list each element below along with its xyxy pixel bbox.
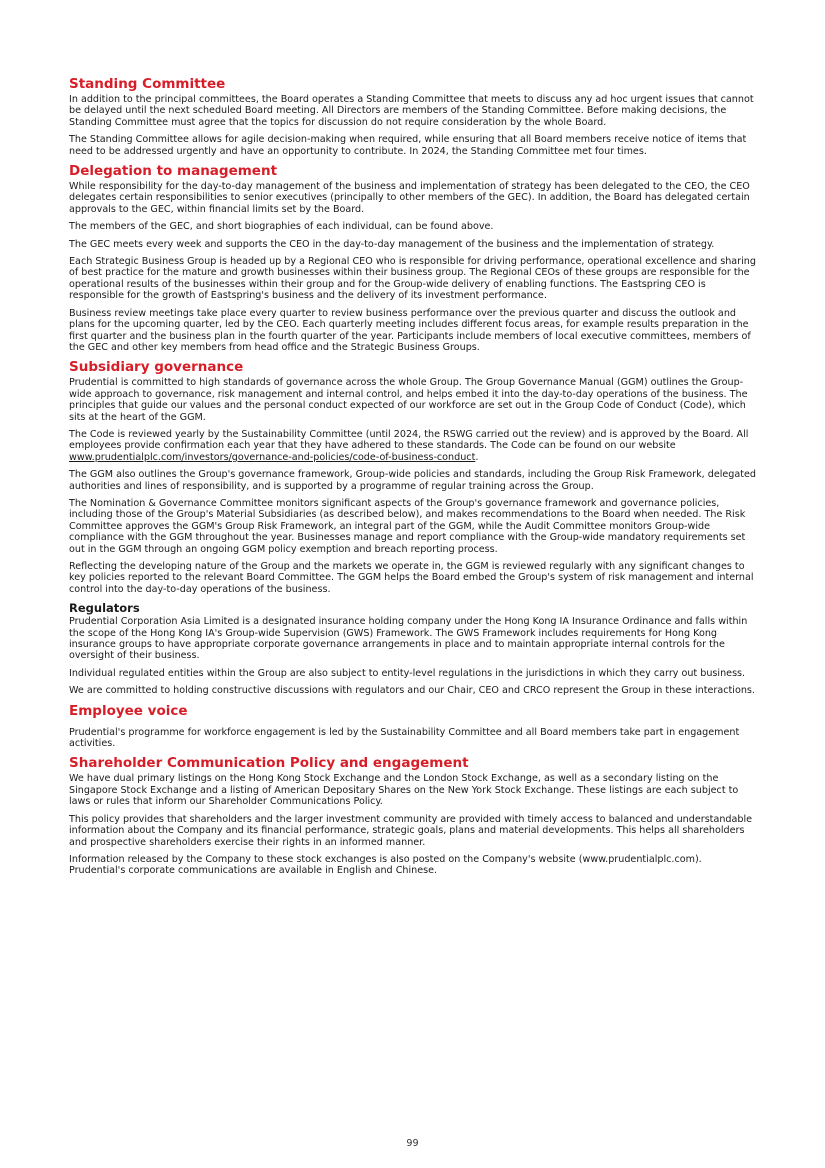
page-number: 99	[406, 1138, 419, 1149]
section-regulators	[69, 601, 757, 696]
paragraph: Each Strategic Business Group is headed up by a Regional CEO who is responsible for driving performance, operational excellence and sharing of best practice for the mature and growth businesses within their business group. The Regional CEOs of these groups are responsible for the operational results of the businesses within their group and for the Group-wide delivery of enabling functions. The Eastspring CEO is responsible for the growth of Eastspring's business and the delivery of its investment performance.	[69, 256, 756, 302]
paragraph-text: The Code is reviewed yearly by the Sustainability Committee (until 2024, the RSWG carried out the review) and is approved by the Board. All employees provide confirmation each year that they have adhered to these standards. The Code can be found on our website	[69, 428, 749, 452]
paragraph: The Standing Committee allows for agile decision-making when required, while ensuring that all Board members receive notice of items that need to be addressed urgently and have an opportunity to contribute. In 2024, the Standing Committee met four times.	[69, 134, 747, 157]
paragraph: Reflecting the developing nature of the Group and the markets we operate in, the GGM is reviewed regularly with any significant changes to key policies reported to the relevant Board Committee. The GGM helps the Board embed the Group's system of risk management and internal control into the day-to-day operations of the business.	[69, 561, 754, 595]
heading-subsidiary-governance: Subsidiary governance	[69, 359, 244, 376]
heading-standing-committee: Standing Committee	[69, 76, 226, 92]
heading-delegation-to-management: Delegation to management	[69, 163, 278, 180]
heading-shareholder-communication: Shareholder Communication Policy and engagement	[69, 755, 469, 772]
paragraph: Prudential's programme for workforce engagement is led by the Sustainability Committee and all Board members take part in engagement activities.	[69, 726, 740, 750]
paragraph-code-of-conduct	[69, 429, 757, 463]
paragraph: Prudential is committed to high standards of governance across the whole Group. The Group Governance Manual (GGM) outlines the Group-wide approach to governance, risk management and internal control, and helps embed it into the day-to-day operations of the business. The principles that guide our values and the personal conduct expected of our workforce are set out in the Group Code of Conduct (Code), which sits at the heart of the GGM.	[69, 377, 748, 423]
paragraph: While responsibility for the day-to-day management of the business and implementation of strategy has been delegated to the CEO, the CEO delegates certain responsibilities to senior executives (principally to other members of the GEC). In addition, the Board has delegated certain approvals to the GEC, within financial limits set by the Board.	[69, 181, 750, 215]
paragraph: Individual regulated entities within the Group are also subject to entity-level regulations in the jurisdictions in which they carry out business.	[69, 667, 746, 679]
heading-regulators: Regulators	[69, 601, 140, 616]
section-shareholder-communication	[69, 755, 757, 876]
section-subsidiary-governance	[69, 359, 757, 595]
paragraph: In addition to the principal committees, the Board operates a Standing Committee that meets to discuss any ad hoc urgent issues that cannot be delayed until the next scheduled Board meeting. All Directors are members of the Standing Committee. Before making decisions, the Standing Committee must agree that the topics for discussion do not require consideration by the whole Board.	[69, 94, 754, 128]
paragraph: The GEC meets every week and supports the CEO in the day-to-day management of the business and the implementation of strategy.	[69, 238, 715, 250]
paragraph: This policy provides that shareholders and the larger investment community are provided with timely access to balanced and understandable information about the Company and its financial performance, strategic goals, plans and material developments. This helps all shareholders and prospective shareholders exercise their rights in an informed manner.	[69, 813, 753, 848]
paragraph: Business review meetings take place every quarter to review business performance over the previous quarter and discuss the outlook and plans for the upcoming quarter, led by the CEO. Each quarterly meeting includes different focus areas, for example results preparation in the first quarter and the business plan in the fourth quarter of the year. Participants include members of local executive committees, members of the GEC and other key members from head office and the Strategic Business Groups.	[69, 307, 751, 353]
paragraph: Prudential Corporation Asia Limited is a designated insurance holding company under the Hong Kong IA Insurance Ordinance and falls within the scope of the Hong Kong IA's Group-wide Supervision (GWS) Framework. The GWS Framework includes requirements for Hong Kong insurance groups to have appropriate corporate governance arrangements in place and to maintain appropriate internal controls for the oversight of their business.	[69, 616, 748, 662]
paragraph: The GGM also outlines the Group's governance framework, Group-wide policies and standards, including the Group Risk Framework, delegated authorities and lines of responsibility, and is supported by a programme of regular training across the Group.	[69, 469, 757, 492]
section-delegation	[69, 163, 757, 353]
paragraph: We are committed to holding constructive discussions with regulators and our Chair, CEO and CRCO represent the Group in these interactions.	[69, 685, 755, 697]
heading-employee-voice: Employee voice	[69, 702, 188, 719]
code-of-conduct-link[interactable]: www.prudentialplc.com/investors/governance-and-policies/code-of-business-conduct	[69, 451, 476, 463]
paragraph: The members of the GEC, and short biographies of each individual, can be found above.	[69, 221, 494, 233]
document-body	[69, 76, 757, 883]
section-employee-voice	[69, 703, 757, 750]
paragraph: We have dual primary listings on the Hong Kong Stock Exchange and the London Stock Exchange, as well as a secondary listing on the Singapore Stock Exchange and a listing of American Depositary Shares on the New York Stock Exchange. These listings are each subject to laws or rules that inform our Shareholder Communications Policy.	[69, 773, 739, 808]
paragraph: The Nomination & Governance Committee monitors significant aspects of the Group's governance framework and governance policies, including those of the Group's Material Subsidiaries (as described below), and makes recommendations to the Board when needed. The Risk Committee approves the GGM's Group Risk Framework, an integral part of the GGM, while the Audit Committee monitors Group-wide compliance with the GGM throughout the year. Businesses manage and report compliance with the Group-wide mandatory requirements set out in the GGM through an ongoing GGM policy exemption and breach reporting process.	[69, 497, 746, 555]
paragraph-end: .	[475, 451, 479, 463]
paragraph: Information released by the Company to these stock exchanges is also posted on the Company's website (www.prudentialplc.com). Prudential's corporate communications are available in English and Chinese.	[69, 853, 702, 877]
section-standing-committee	[69, 76, 757, 157]
